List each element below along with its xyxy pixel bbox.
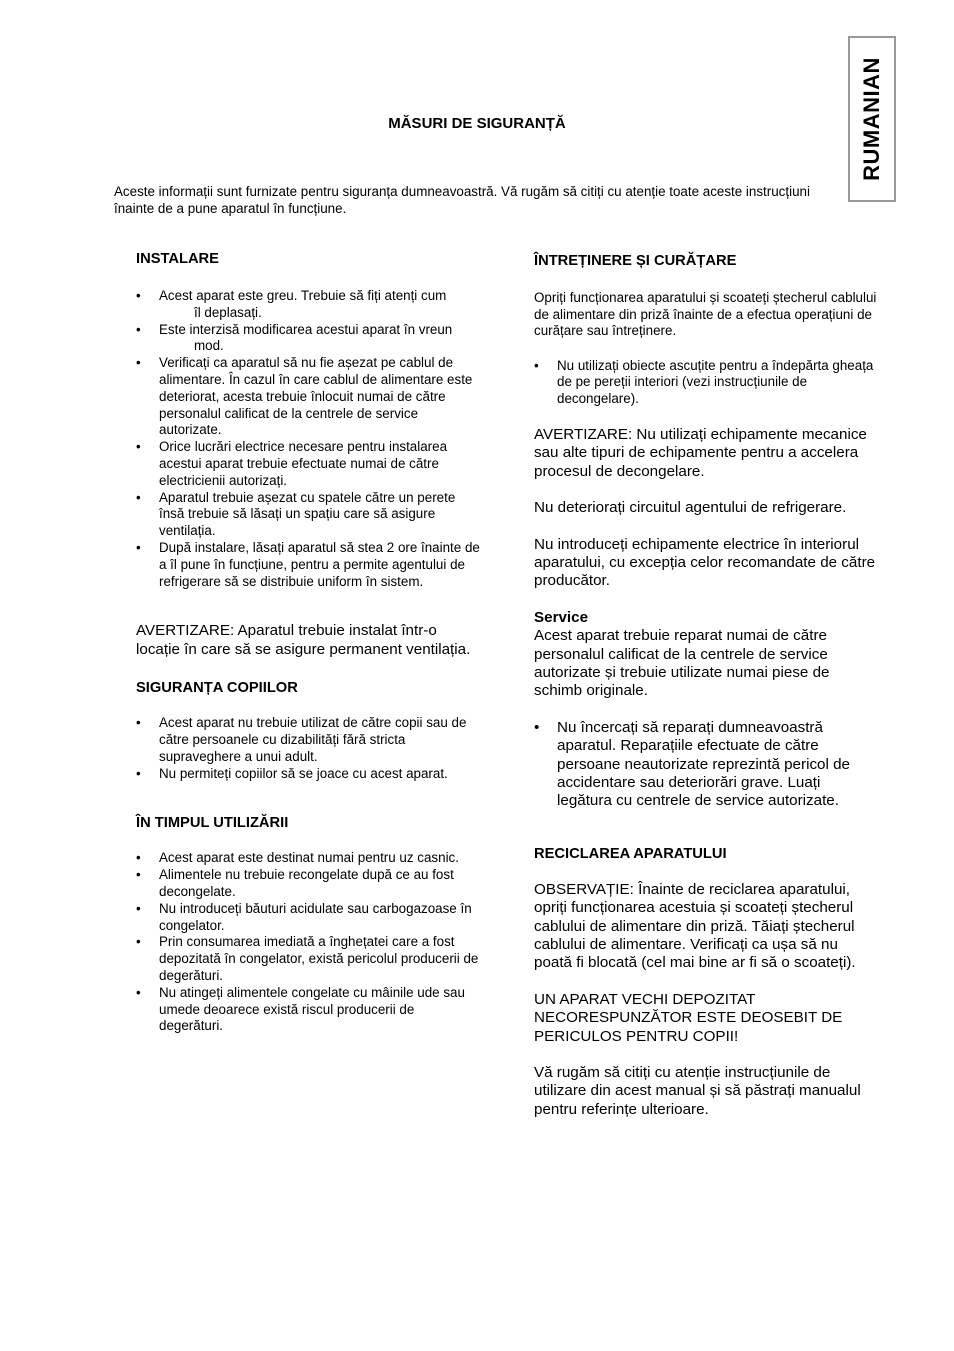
language-tab-label: RUMANIAN: [859, 57, 884, 181]
reciclare-heading: RECICLAREA APARATULUI: [534, 845, 727, 862]
list-item: • Alimentele nu trebuie recongelate după ce au fost decongelate.: [136, 867, 481, 901]
intro-paragraph: Aceste informații sunt furnizate pentru siguranța dumneavoastră. Vă rugăm să citiți cu atenție toate aceste instrucțiuni înainte de a pune aparatul în funcțiune.: [114, 184, 810, 216]
instalare-heading: INSTALARE: [136, 251, 219, 267]
observatie-paragraph: OBSERVAȚIE: Înainte de reciclarea aparatului, opriți funcționarea acestuia și scoateți ștecherul cablului de alimentare din priză. Tăiați ștecherul cablului de alimentare. Verificați ca ușa să nu poată fi blocată (cel mai bine ar fi să o scoateți).: [534, 880, 856, 972]
instalare-list: [136, 288, 481, 590]
installation-warning: AVERTIZARE: Aparatul trebuie instalat într-o locație în care să se asigure permanent ventilația.: [136, 622, 471, 658]
list-item: • Orice lucrări electrice necesare pentru instalarea acestui aparat trebuie efectuate numai de către electricienii autorizați.: [136, 439, 481, 489]
list-item: • Nu utilizați obiecte ascuțite pentru a îndepărta gheața de pe pereții interiori (vezi instrucțiunile de decongelare).: [534, 358, 879, 408]
copii-heading: SIGURANȚA COPIILOR: [136, 680, 298, 697]
list-item: • Aparatul trebuie așezat cu spatele către un perete însă trebuie să lăsați un spațiu care să asigure ventilația.: [136, 490, 481, 540]
right-column: [534, 252, 879, 1119]
service-text: Acest aparat trebuie reparat numai de către personalul calificat de la centrele de service autorizate și trebuie utilizate numai piese de schimb originale.: [534, 627, 830, 700]
copii-list: [136, 715, 481, 782]
list-item: • Nu introduceți băuturi acidulate sau carbogazoase în congelator.: [136, 901, 481, 935]
list-item: • Nu permiteți copiilor să se joace cu acest aparat.: [136, 766, 481, 783]
aparat-vechi-paragraph: UN APARAT VECHI DEPOZITAT NECORESPUNZĂTOR ESTE DEOSEBIT DE PERICULOS PENTRU COPII!: [534, 990, 843, 1045]
intretinere-list: [534, 358, 879, 408]
utilizare-heading: ÎN TIMPUL UTILIZĂRII: [136, 815, 289, 832]
avertizare-paragraph: AVERTIZARE: Nu utilizați echipamente mecanice sau alte tipuri de echipamente pentru a accelera procesul de decongelare.: [534, 425, 867, 480]
list-item: • Acest aparat este greu. Trebuie să fiți atenți cum îl deplasați.: [136, 288, 481, 322]
service-heading: Service: [534, 608, 589, 626]
list-item: • Verificați ca aparatul să nu fie așezat pe cablul de alimentare. În cazul în care cablul de alimentare este deteriorat, acesta trebuie înlocuit numai de către personalul calificat de la centrele de service autorizate.: [136, 355, 481, 439]
list-item: • Nu încercați să reparați dumneavoastră aparatul. Reparațiile efectuate de către persoane neautorizate reprezintă pericol de accidentare sau deteriorări grave. Luați legătura cu centrele de service autorizate.: [534, 719, 879, 811]
list-item: • Acest aparat nu trebuie utilizat de către copii sau de către persoanele cu dizabilități fără stricta supraveghere a unui adult.: [136, 715, 481, 765]
list-item: • Acest aparat este destinat numai pentru uz casnic.: [136, 850, 481, 867]
utilizare-list: [136, 850, 481, 1035]
service-list: [534, 719, 879, 811]
list-item: • Este interzisă modificarea acestui aparat în vreun mod.: [136, 322, 481, 356]
electrice-paragraph: Nu introduceți echipamente electrice în interiorul aparatului, cu excepția celor recomandate de către producător.: [534, 535, 876, 590]
list-item: • După instalare, lăsați aparatul să stea 2 ore înainte de a îl pune în funcțiune, pentru a permite agentului de refrigerare să se distribuie uniform în sistem.: [136, 540, 481, 590]
intretinere-heading: ÎNTREȚINERE ȘI CURĂȚARE: [534, 253, 737, 269]
rugam-paragraph: Vă rugăm să citiți cu atenție instrucțiunile de utilizare din acest manual și să păstrați manualul pentru referințe ulterioare.: [534, 1064, 861, 1118]
intretinere-text: Opriți funcționarea aparatului și scoateți ștecherul cablului de alimentare din priză înainte de a efectua operațiuni de curățare sau întreținere.: [534, 290, 877, 338]
left-column: [136, 250, 481, 1035]
list-item: • Prin consumarea imediată a înghețatei care a fost depozitată în congelator, există pericolul producerii de degerături.: [136, 934, 481, 984]
page-title: MĂSURI DE SIGURANȚĂ: [388, 115, 566, 132]
circuit-paragraph: Nu deteriorați circuitul agentului de refrigerare.: [534, 499, 847, 517]
list-item: • Nu atingeți alimentele congelate cu mâinile ude sau umede deoarece există riscul producerii de degerături.: [136, 985, 481, 1035]
